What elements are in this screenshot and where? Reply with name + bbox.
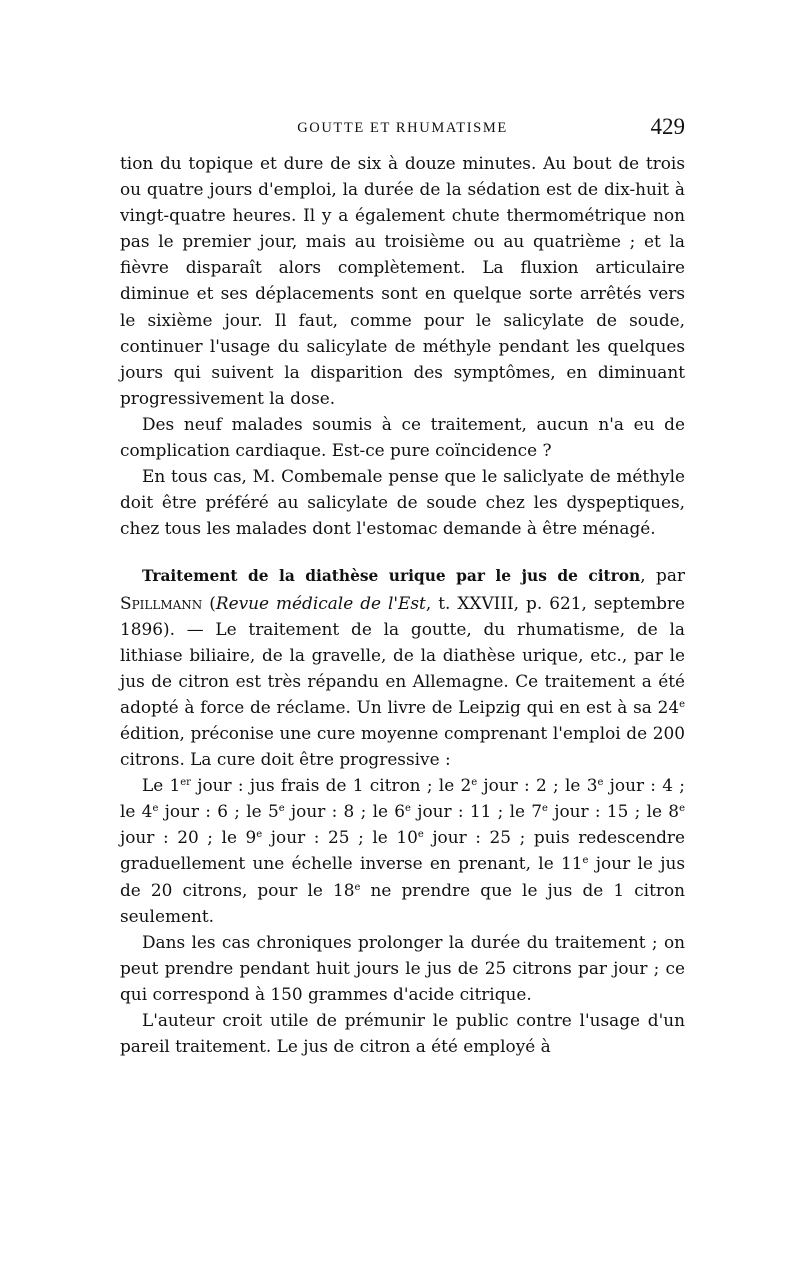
section-paragraph xyxy=(120,562,685,772)
paragraph-1: tion du topique et dure de six à douze minutes. Au bout de trois ou quatre jours d'emploi, la durée de la sédation est de dix-huit à vingt-quatre heures. Il y a également chute thermométrique non pas le premier jour, mais au troisième ou au quatrième ; et la fièvre disparaît alors complètement. La fluxion articulaire diminue et ses déplacements sont en quelque sorte arrêtés vers le sixième jour. Il faut, comme pour le salicylate de soude, continuer l'usage du salicylate de méthyle pendant les quelques jours qui suivent la disparition des symptômes, en diminuant progressivement la dose. xyxy=(120,153,685,408)
schedule-text: jour : 11 ; le 7 xyxy=(410,801,543,822)
paragraph-6: Dans les cas chroniques prolonger la durée du traitement ; on peut prendre pendant huit jours le jus de 25 citrons par jour ; ce qui correspond à 150 grammes d'acide citrique. xyxy=(120,931,685,1004)
schedule-text: jour : 15 ; le 8 xyxy=(547,801,680,822)
ordinal-superscript: e xyxy=(679,803,685,815)
section-title: Traitement de la diathèse urique par le jus de citron xyxy=(142,567,641,586)
ordinal-superscript: e xyxy=(471,777,478,789)
schedule-text: jour : 6 ; le 5 xyxy=(158,801,279,822)
journal-title: Revue médicale de l'Est xyxy=(215,592,426,613)
ordinal-superscript: e xyxy=(582,855,589,867)
page-number: 429 xyxy=(650,114,685,139)
after-edition-text: édition, préconise une cure moyenne comprenant l'emploi de 200 citrons. La cure doit être progressive : xyxy=(120,722,685,770)
running-head xyxy=(120,114,685,144)
schedule-text: jour : 25 ; le 10 xyxy=(262,827,418,848)
schedule-text: jour : 2 ; le 3 xyxy=(477,775,598,796)
schedule-text: jour : 4 ; le 4 xyxy=(120,775,685,822)
running-title: GOUTTE ET RHUMATISME xyxy=(297,120,508,136)
ordinal-superscript: e xyxy=(256,829,263,841)
ordinal-superscript: e xyxy=(278,803,285,815)
paragraph-2: Des neuf malades soumis à ce traitement, aucun n'a eu de complication cardiaque. Est-ce pure coïncidence ? xyxy=(120,413,685,461)
schedule-text: Le 1 xyxy=(142,775,181,796)
paragraph-7: L'auteur croit utile de prémunir le public contre l'usage d'un pareil traitement. Le jus de citron a été employé à xyxy=(120,1010,685,1057)
citation-text: , t. XXVIII, p. 621, septembre 1896). — Le traitement de la goutte, du rhumatisme, de la lithiase biliaire, de la gravelle, de la diathèse urique, etc., par le jus de citron est très répandu en Allemagne. Ce traitement a été adopté à force de réclame. Un livre de Leipzig qui en est à sa 24 xyxy=(120,592,685,717)
author-name: Spillmann xyxy=(120,592,203,613)
ordinal-superscript: e xyxy=(542,803,548,815)
body-text xyxy=(120,150,685,1059)
ordinal-superscript: e xyxy=(597,777,604,789)
paragraph-3: En tous cas, M. Combemale pense que le saliclyate de méthyle doit être préféré au salicylate de soude chez les dyspeptiques, chez tous les malades dont l'estomac demande à être ménagé. xyxy=(120,466,685,539)
schedule-text: jour : 20 ; le 9 xyxy=(120,827,257,848)
edition-superscript: e xyxy=(679,698,685,710)
schedule-text: jour : jus frais de 1 citron ; le 2 xyxy=(190,775,472,796)
open-paren: ( xyxy=(202,592,216,613)
ordinal-superscript: e xyxy=(417,829,424,841)
ordinal-superscript: er xyxy=(180,777,191,789)
schedule-text: ne prendre que le jus de 1 citron seulement. xyxy=(120,879,685,926)
ordinal-superscript: e xyxy=(152,803,159,815)
ordinal-superscript: e xyxy=(354,881,361,893)
schedule-text: jour : 8 ; le 6 xyxy=(284,801,405,822)
ordinal-superscript: e xyxy=(405,803,411,815)
by-text: , par xyxy=(640,565,685,586)
schedule-paragraph xyxy=(120,772,685,929)
schedule-text: jour : 25 ; puis redescendre graduellement une échelle inverse en prenant, le 11 xyxy=(120,827,685,874)
schedule-text: jour le jus de 20 citrons, pour le 18 xyxy=(120,853,685,900)
